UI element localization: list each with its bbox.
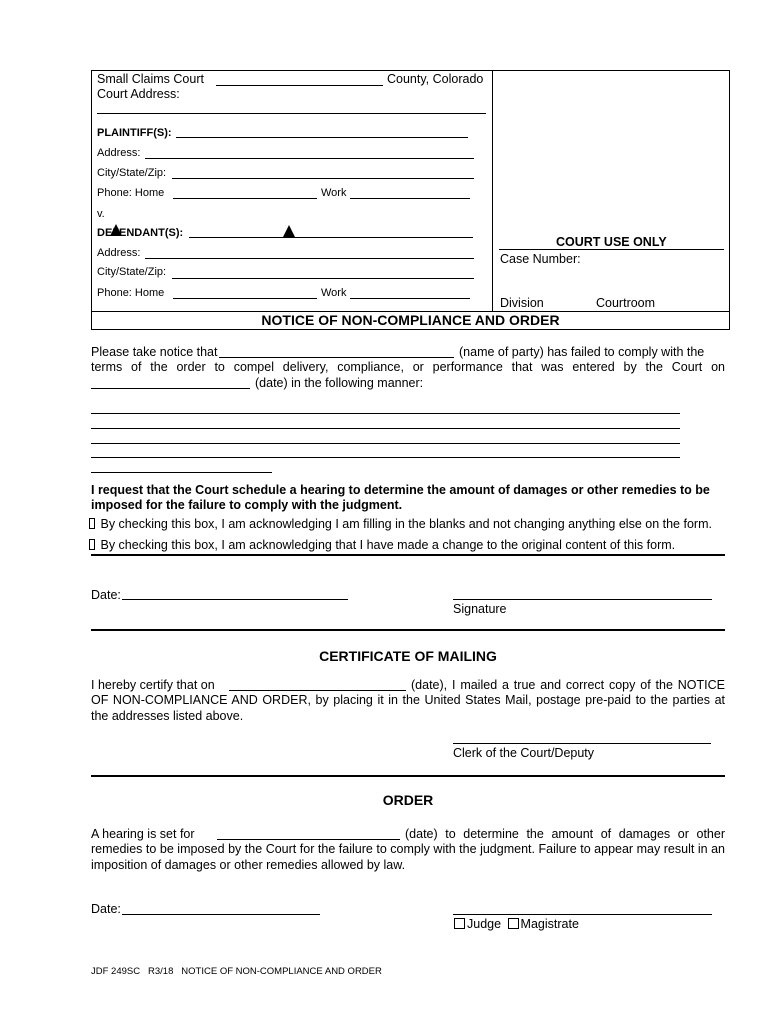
court-address-label: Court Address: bbox=[97, 87, 180, 101]
clerk-signature-field[interactable] bbox=[453, 743, 711, 744]
order-text-b: (date) to determine the amount of damages or other bbox=[405, 827, 725, 841]
manner-line-2[interactable] bbox=[91, 428, 680, 429]
cursor-marker-icon bbox=[110, 224, 122, 236]
certificate-text-a: I hereby certify that on bbox=[91, 678, 215, 692]
plaintiff-work-label: Work bbox=[321, 187, 347, 199]
certificate-text-b: (date), I mailed a true and correct copy of the NOTICE bbox=[411, 678, 725, 692]
hearing-request: I request that the Court schedule a hearing to determine the amount of damages or other remedies to be imposed for the failure to comply with the judgment. bbox=[91, 483, 710, 512]
defendant-city-field[interactable] bbox=[172, 278, 474, 279]
certificate-text-c: OF NON-COMPLIANCE AND ORDER, by placing it in the United States Mail, postage pre-paid to the parties at the addresses listed above. bbox=[91, 693, 725, 723]
mailing-date-field[interactable] bbox=[229, 690, 406, 691]
page-title: NOTICE OF NON-COMPLIANCE AND ORDER bbox=[261, 312, 560, 328]
defendant-address-label: Address: bbox=[97, 247, 141, 259]
order-text-a: A hearing is set for bbox=[91, 827, 195, 841]
division-label: Division bbox=[500, 296, 544, 310]
notice-text-d: (date) in the following manner: bbox=[255, 376, 424, 390]
signature-label: Signature bbox=[453, 602, 507, 616]
judge-label: Judge bbox=[467, 917, 502, 931]
county-label: County, Colorado bbox=[387, 72, 484, 86]
defendant-city-label: City/State/Zip: bbox=[97, 266, 167, 278]
manner-line-5[interactable] bbox=[91, 472, 272, 473]
section-divider bbox=[91, 775, 725, 777]
checkbox-1[interactable] bbox=[89, 518, 95, 529]
defendant-work-label: Work bbox=[321, 287, 347, 299]
notice-text-a: Please take notice that bbox=[91, 345, 218, 359]
notice-text-c: terms of the order to compel delivery, compliance, or performance that was entered by the Court on bbox=[91, 360, 725, 374]
hearing-date-field[interactable] bbox=[217, 839, 400, 840]
section-divider bbox=[91, 629, 725, 631]
plaintiff-label: PLAINTIFF(S): bbox=[97, 127, 172, 139]
manner-line-4[interactable] bbox=[91, 457, 680, 458]
versus-label: v. bbox=[97, 208, 105, 220]
order-date-label: Date: bbox=[91, 902, 121, 916]
defendant-phone-label: Phone: Home bbox=[97, 287, 165, 299]
defendant-work-phone-field[interactable] bbox=[350, 298, 470, 299]
order-date-field[interactable] bbox=[91, 388, 250, 389]
checkbox-1-label: By checking this box, I am acknowledging I am filling in the blanks and not changing anything else on the form. bbox=[100, 517, 712, 531]
case-number-label: Case Number: bbox=[500, 252, 581, 266]
checkbox-2[interactable] bbox=[89, 539, 95, 550]
magistrate-label: Magistrate bbox=[520, 917, 579, 931]
manner-line-1[interactable] bbox=[91, 413, 680, 414]
form-footer: JDF 249SC R3/18 NOTICE OF NON-COMPLIANCE AND ORDER bbox=[91, 966, 382, 977]
checkbox-row-2 bbox=[89, 538, 675, 552]
court-use-divider bbox=[499, 249, 724, 250]
checkbox-row-1 bbox=[89, 517, 712, 531]
date-field[interactable] bbox=[122, 599, 348, 600]
plaintiff-field[interactable] bbox=[176, 137, 468, 138]
plaintiff-address-field[interactable] bbox=[145, 158, 474, 159]
order-text-c: remedies to be imposed by the Court for the failure to comply with the judgment. Failure to appear may result in an imposition of damages or other remedies allowed by law. bbox=[91, 842, 725, 872]
defendant-address-field[interactable] bbox=[145, 258, 474, 259]
notice-text-b: (name of party) has failed to comply with the bbox=[459, 345, 705, 359]
order-date-signature-field[interactable] bbox=[122, 914, 320, 915]
plaintiff-work-phone-field[interactable] bbox=[350, 198, 470, 199]
checkbox-2-label: By checking this box, I am acknowledging that I have made a change to the original content of this form. bbox=[100, 538, 676, 552]
court-use-only: COURT USE ONLY bbox=[556, 235, 667, 249]
court-name-field[interactable] bbox=[216, 85, 383, 86]
defendant-field[interactable] bbox=[189, 237, 473, 238]
defendant-home-phone-field[interactable] bbox=[173, 298, 317, 299]
caption-divider bbox=[492, 70, 493, 312]
clerk-label: Clerk of the Court/Deputy bbox=[453, 746, 595, 760]
court-label: Small Claims Court bbox=[97, 72, 204, 86]
manner-line-3[interactable] bbox=[91, 443, 680, 444]
party-name-field[interactable] bbox=[219, 357, 454, 358]
judge-magistrate-options bbox=[454, 917, 579, 931]
judge-signature-field[interactable] bbox=[453, 914, 712, 915]
defendant-label: DEFENDANT(S): bbox=[97, 227, 184, 239]
plaintiff-city-label: City/State/Zip: bbox=[97, 167, 167, 179]
cursor-marker-icon bbox=[283, 225, 295, 237]
plaintiff-phone-label: Phone: Home bbox=[97, 187, 165, 199]
judge-checkbox[interactable] bbox=[454, 918, 465, 929]
magistrate-checkbox[interactable] bbox=[508, 918, 519, 929]
caption-box bbox=[91, 70, 730, 312]
plaintiff-home-phone-field[interactable] bbox=[173, 198, 317, 199]
plaintiff-address-label: Address: bbox=[97, 147, 141, 159]
court-address-field[interactable] bbox=[97, 113, 486, 114]
plaintiff-city-field[interactable] bbox=[172, 178, 474, 179]
signature-field[interactable] bbox=[453, 599, 712, 600]
order-heading: ORDER bbox=[382, 792, 434, 808]
certificate-heading: CERTIFICATE OF MAILING bbox=[319, 648, 497, 664]
courtroom-label: Courtroom bbox=[596, 296, 656, 310]
section-divider bbox=[91, 554, 725, 556]
date-label: Date: bbox=[91, 588, 121, 602]
